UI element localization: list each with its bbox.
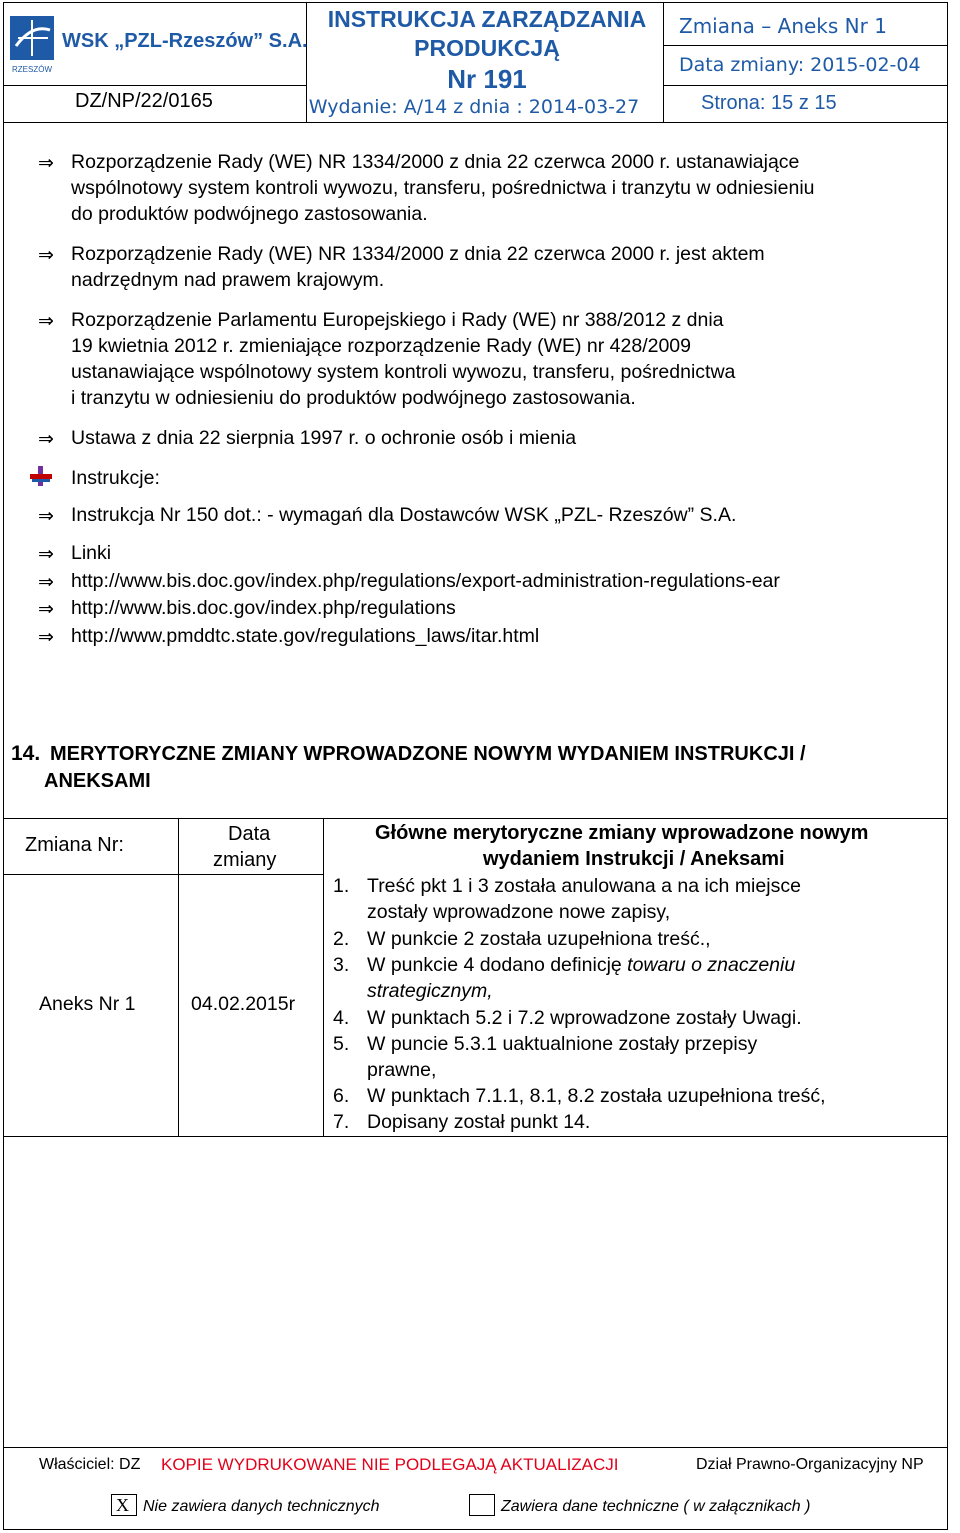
edition-info: Wydanie: A/14 z dnia : 2014-03-27 <box>308 96 640 118</box>
link[interactable]: http://www.pmddtc.state.gov/regulations_laws/itar.html <box>71 625 540 647</box>
change-label: Zmiana – Aneks Nr 1 <box>679 14 887 38</box>
list-item: W punktach 5.2 i 7.2 wprowadzone zostały Uwagi. <box>367 1007 802 1029</box>
table-border <box>323 818 324 1136</box>
link[interactable]: http://www.bis.doc.gov/index.php/regulations/export-administration-regulations-ear <box>71 570 780 592</box>
owner-label: Właściciel: DZ <box>39 1456 141 1473</box>
list-item: W punktach 7.1.1, 8.1, 8.2 została uzupełniona treść, <box>367 1085 826 1107</box>
change-date: Data zmiany: 2015-02-04 <box>679 54 921 76</box>
list-item: Rozporządzenie Rady (WE) NR 1334/2000 z dnia 22 czerwca 2000 r. jest aktem <box>71 243 765 265</box>
list-item-number: 2. <box>333 928 350 950</box>
list-item: Ustawa z dnia 22 sierpnia 1997 r. o ochronie osób i mienia <box>71 427 577 449</box>
link[interactable]: http://www.bis.doc.gov/index.php/regulations <box>71 597 456 619</box>
department-label: Dział Prawno-Organizacyjny NP <box>696 1456 924 1473</box>
arrow-bullet-icon: ⇒ <box>38 153 54 174</box>
column-header-date: Data <box>228 823 271 845</box>
column-header-date: zmiany <box>213 849 277 871</box>
document-title-line2: PRODUKCJĄ <box>414 35 560 61</box>
list-item-number: 1. <box>333 875 350 897</box>
arrow-bullet-icon: ⇒ <box>38 544 54 565</box>
header-divider <box>3 85 306 86</box>
checkbox-label: Nie zawiera danych technicznych <box>143 1498 380 1515</box>
list-item: ustanawiające wspólnotowy system kontroli wywozu, transferu, pośrednictwa <box>71 361 736 383</box>
list-item: W punkcie 2 została uzupełniona treść., <box>367 928 711 950</box>
document-header <box>3 2 948 123</box>
header-divider <box>663 45 948 46</box>
list-item: Rozporządzenie Parlamentu Europejskiego i Rady (WE) nr 388/2012 z dnia <box>71 309 724 331</box>
list-item-number: 3. <box>333 954 350 976</box>
table-border <box>3 818 948 819</box>
list-item-number: 5. <box>333 1033 350 1055</box>
checkbox-mark: X <box>116 1495 129 1515</box>
list-item: i tranzytu w odniesieniu do produktów podwójnego zastosowania. <box>71 387 636 409</box>
document-number: Nr 191 <box>447 64 527 94</box>
pointing-hand-bullet-icon <box>30 466 52 486</box>
page-number: Strona: 15 z 15 <box>701 92 837 114</box>
checkbox-technical-data[interactable] <box>469 1494 495 1516</box>
section-number: 14. <box>11 742 41 765</box>
document-footer <box>3 1447 948 1531</box>
list-item: zostały wprowadzone nowe zapisy, <box>367 901 671 923</box>
changes-table <box>3 818 948 1138</box>
list-item: Dopisany został punkt 14. <box>367 1111 591 1133</box>
arrow-bullet-icon: ⇒ <box>38 311 54 332</box>
section-title: MERYTORYCZNE ZMIANY WPROWADZONE NOWYM WYDANIEM INSTRUKCJI / <box>50 743 806 765</box>
list-item: prawne, <box>367 1059 437 1081</box>
svg-text:RZESZÓW: RZESZÓW <box>12 65 52 74</box>
list-item: W puncie 5.3.1 uaktualnione zostały przepisy <box>367 1033 758 1055</box>
logo-emblem-icon <box>10 16 70 78</box>
arrow-bullet-icon: ⇒ <box>38 627 54 648</box>
list-item: Rozporządzenie Rady (WE) NR 1334/2000 z dnia 22 czerwca 2000 r. ustanawiające <box>71 151 800 173</box>
arrow-bullet-icon: ⇒ <box>38 599 54 620</box>
checkbox-no-technical-data[interactable] <box>111 1494 137 1516</box>
instructions-heading: Instrukcje: <box>71 467 160 489</box>
arrow-bullet-icon: ⇒ <box>38 429 54 450</box>
list-item: strategicznym, <box>367 980 493 1002</box>
column-header-change: Zmiana Nr: <box>25 834 124 856</box>
list-item-number: 4. <box>333 1007 350 1029</box>
list-item: do produktów podwójnego zastosowania. <box>71 203 428 225</box>
list-item-number: 7. <box>333 1111 350 1133</box>
table-cell-change: Aneks Nr 1 <box>39 993 136 1015</box>
arrow-bullet-icon: ⇒ <box>38 245 54 266</box>
column-header-changes: wydaniem Instrukcji / Aneksami <box>483 848 785 870</box>
copy-warning: KOPIE WYDRUKOWANE NIE PODLEGAJĄ AKTUALIZACJI <box>161 1455 619 1474</box>
list-item-number: 6. <box>333 1085 350 1107</box>
document-title-line1: INSTRUKCJA ZARZĄDZANIA <box>327 6 647 32</box>
checkbox-label: Zawiera dane techniczne ( w załącznikach ) <box>501 1498 811 1515</box>
company-logo <box>10 16 310 78</box>
links-heading: Linki <box>71 542 112 564</box>
list-item: wspólnotowy system kontroli wywozu, transferu, pośrednictwa i tranzytu w odniesieniu <box>71 177 815 199</box>
table-border <box>178 818 179 1136</box>
document-code: DZ/NP/22/0165 <box>75 90 213 112</box>
arrow-bullet-icon: ⇒ <box>38 506 54 527</box>
arrow-bullet-icon: ⇒ <box>38 572 54 593</box>
table-cell-date: 04.02.2015r <box>191 993 296 1015</box>
table-border <box>3 1136 948 1137</box>
list-item: W punkcie 4 dodano definicję towaru o znaczeniu <box>367 954 796 976</box>
company-name: WSK „PZL-Rzeszów” S.A. <box>62 30 308 52</box>
list-item: Instrukcja Nr 150 dot.: - wymagań dla Dostawców WSK „PZL- Rzeszów” S.A. <box>71 504 737 526</box>
list-item: 19 kwietnia 2012 r. zmieniające rozporządzenie Rady (WE) nr 428/2009 <box>71 335 692 357</box>
table-border <box>3 874 323 875</box>
list-item: Treść pkt 1 i 3 została anulowana a na ich miejsce <box>367 875 801 897</box>
section-title: ANEKSAMI <box>44 770 151 792</box>
list-item: nadrzędnym nad prawem krajowym. <box>71 269 385 291</box>
header-divider <box>663 85 948 86</box>
column-header-changes: Główne merytoryczne zmiany wprowadzone nowym <box>375 822 869 844</box>
